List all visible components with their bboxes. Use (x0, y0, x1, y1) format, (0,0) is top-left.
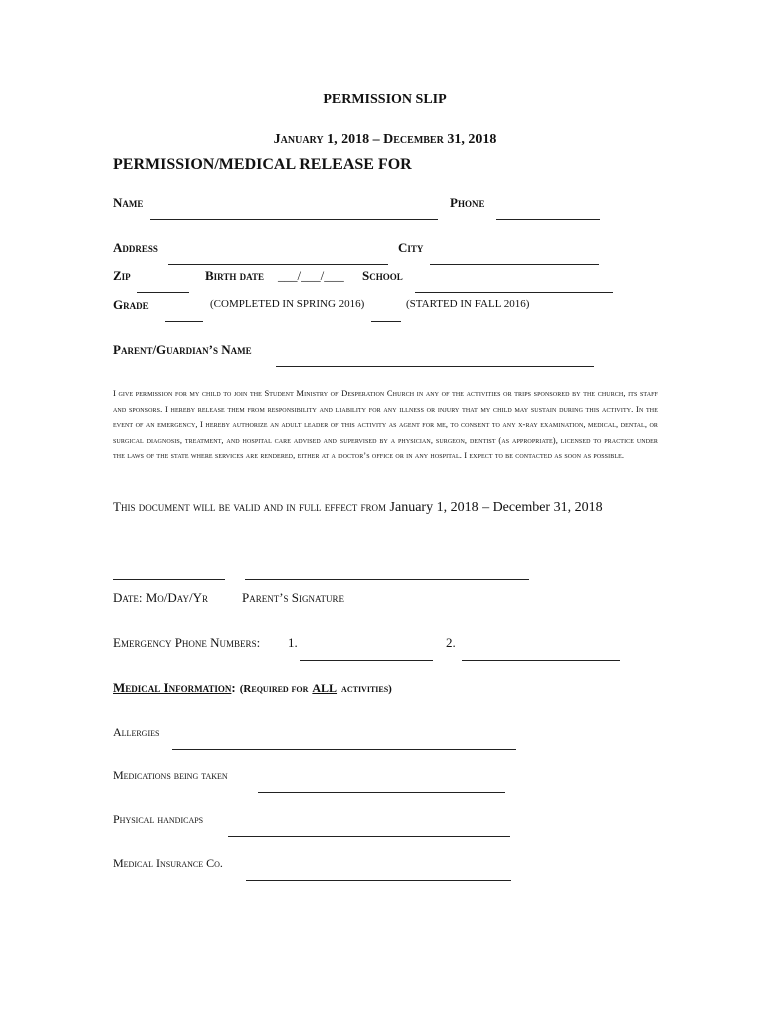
document-title: PERMISSION SLIP (323, 92, 447, 107)
medications-field[interactable] (258, 780, 505, 798)
required-all: ALL (312, 681, 338, 695)
grade-started-field[interactable] (371, 309, 401, 327)
phone-label: Phone (450, 195, 485, 210)
medical-heading: Medical Information (113, 680, 232, 695)
validity-lead: This document will be valid and in full effect from (113, 499, 387, 514)
medications-label: Medications being taken (113, 768, 228, 782)
address-label: Address (113, 240, 158, 255)
handicaps-field[interactable] (228, 824, 510, 842)
insurance-field[interactable] (246, 868, 511, 886)
grade-label: Grade (113, 297, 149, 312)
parent-signature-label: Parent’s Signature (242, 590, 345, 605)
insurance-label: Medical Insurance Co. (113, 856, 223, 870)
zip-field[interactable] (137, 280, 189, 298)
grade-completed-field[interactable] (165, 309, 203, 327)
allergies-field[interactable] (172, 737, 516, 755)
emergency-number-1-label: 1. (288, 635, 298, 650)
date-signature-line[interactable] (113, 567, 225, 585)
required-pre: (Required for (239, 683, 309, 695)
document-dates: January 1, 2018 – December 31, 2018 (273, 132, 497, 147)
city-label: City (398, 240, 424, 255)
allergies-label: Allergies (113, 725, 160, 739)
phone-field[interactable] (496, 207, 600, 225)
permission-paragraph: I give permission for my child to join the Student Ministry of Desperation Church in any of the activities or trips sponsored by the church, its staff and sponsors. I hereby release them from responsibility and liability for any illness or injury that my child may sustain during this activity. In the event of an emergency, I hereby authorize an adult leader of this activity as agent for me, to consent to any x-ray examination, medical, dental, or surgical diagnosis, treatment, and hospital care advised and supervised by a physician, surgeon, dentist (as appropriate), licensed to practice under the laws of the state where services are rendered, either at a doctor’s office or in any hospital. I expect to be contacted as soon as possible. (113, 388, 658, 461)
parent-name-field[interactable] (276, 354, 594, 372)
medical-heading-row (113, 679, 392, 697)
medical-heading-colon: : (231, 680, 236, 695)
parent-name-label: Parent/Guardian’s Name (113, 342, 252, 357)
emergency-phone-label: Emergency Phone Numbers: (113, 635, 261, 650)
emergency-number-2-label: 2. (446, 635, 456, 650)
school-field[interactable] (415, 280, 613, 298)
required-post: activities) (341, 683, 392, 695)
started-note: (STARTED IN FALL 2016) (406, 298, 530, 310)
emergency-number-1-field[interactable] (300, 648, 433, 666)
validity-statement (113, 497, 653, 518)
zip-label: Zip (113, 268, 131, 283)
birth-date-field[interactable]: ___/___/___ (278, 268, 344, 283)
city-field[interactable] (430, 252, 599, 270)
handicaps-label: Physical handicaps (113, 812, 204, 826)
name-label: Name (113, 195, 144, 210)
name-field[interactable] (150, 207, 438, 225)
completed-note: (COMPLETED IN SPRING 2016) (210, 298, 365, 310)
school-label: School (362, 268, 403, 283)
birth-date-label: Birth date (205, 268, 264, 283)
validity-dates: January 1, 2018 – December 31, 2018 (389, 500, 603, 515)
parent-signature-line[interactable] (245, 567, 529, 585)
emergency-number-2-field[interactable] (462, 648, 620, 666)
release-heading: PERMISSION/MEDICAL RELEASE FOR (113, 156, 412, 173)
date-label: Date: Mo/Day/Yr (113, 590, 208, 605)
